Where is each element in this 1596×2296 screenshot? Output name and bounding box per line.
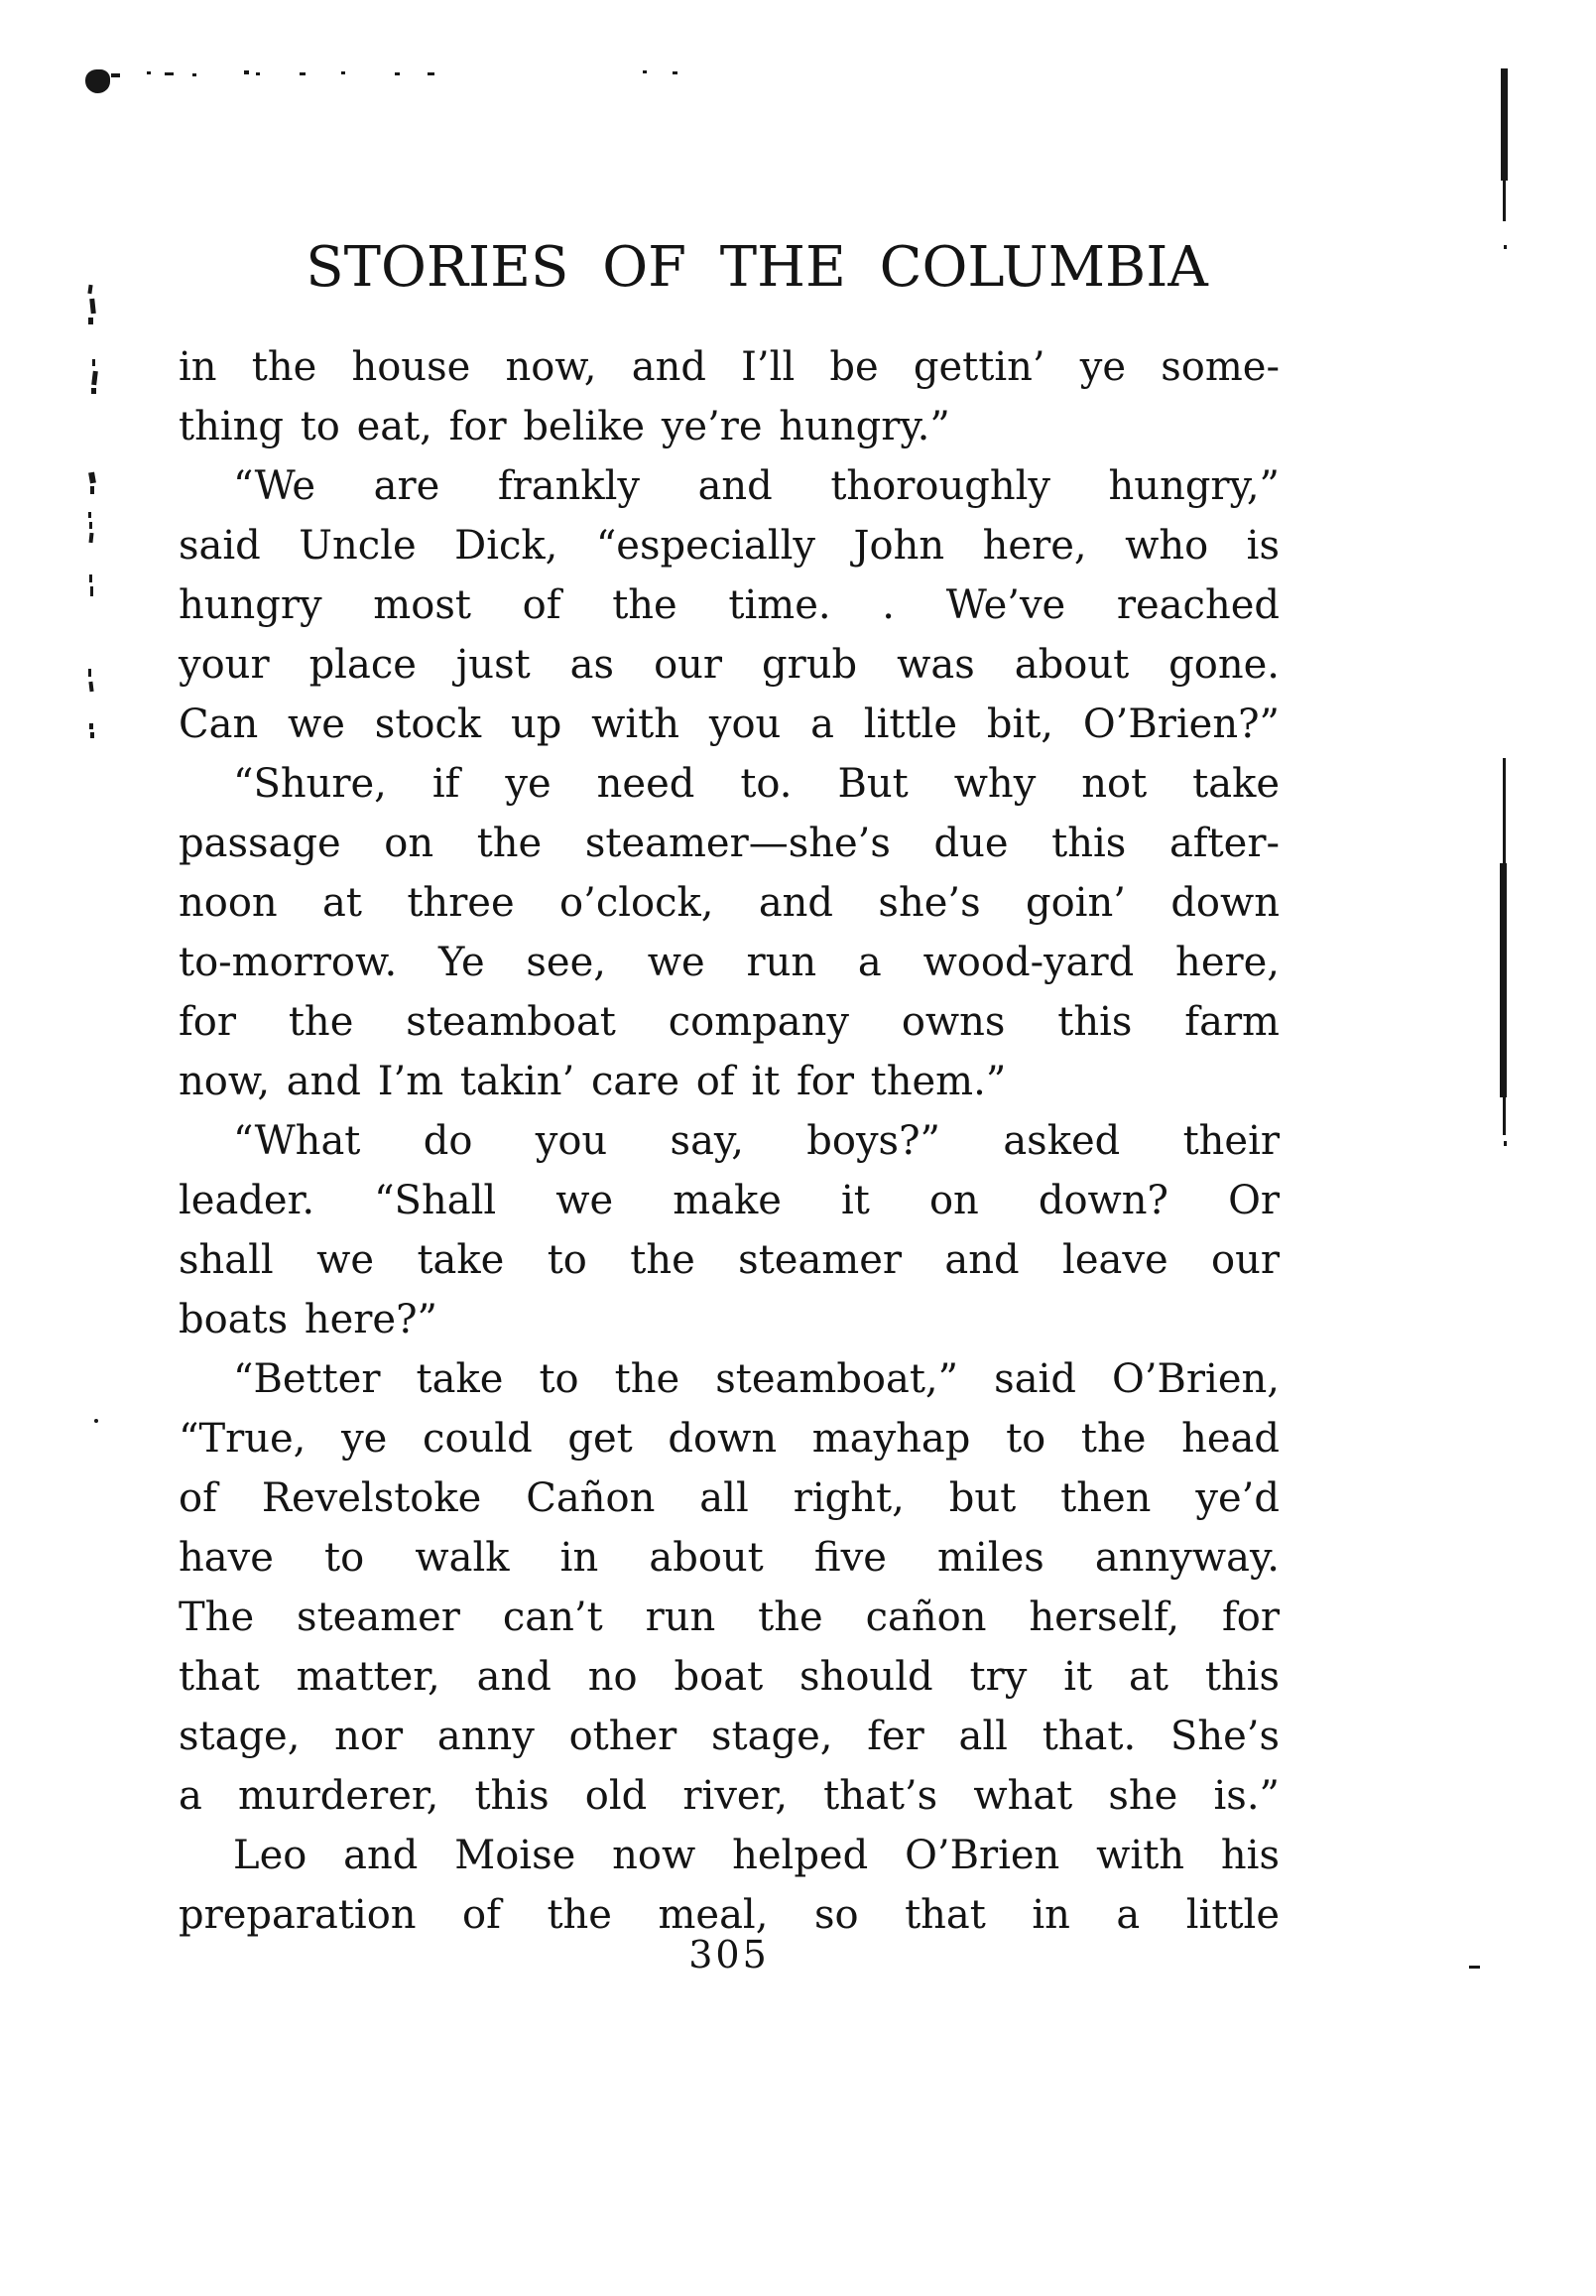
scan-margin-mark — [92, 359, 95, 366]
text-line: thing to eat, for belike ye’re hungry.” — [179, 404, 950, 449]
scan-blob — [85, 69, 110, 93]
text-line: a murderer, this old river, that’s what she is.” — [179, 1773, 1280, 1819]
scan-edge-line — [1501, 68, 1508, 181]
scan-speck — [428, 72, 434, 75]
text-line: that matter, and no boat should try it at this — [179, 1654, 1280, 1700]
scan-speck — [643, 70, 647, 73]
text-line: “True, ye could get down mayhap to the head — [179, 1416, 1280, 1462]
scan-margin-mark — [89, 299, 96, 314]
scan-speck — [244, 70, 249, 74]
scan-dash — [1469, 1966, 1480, 1969]
text-line: Can we stock up with you a little bit, O’Brien?” — [179, 702, 1280, 747]
text-line: “Better take to the steamboat,” said O’Brien, — [233, 1356, 1280, 1402]
scan-margin-mark — [87, 285, 92, 294]
text-column — [179, 233, 1280, 1977]
scan-margin-mark — [89, 574, 92, 582]
text-line: to-morrow. Ye see, we run a wood-yard here, — [179, 940, 1280, 985]
scan-margin-mark — [90, 732, 94, 738]
text-line: “Shure, if ye need to. But why not take — [233, 761, 1280, 807]
text-line: stage, nor anny other stage, fer all that. She’s — [179, 1714, 1280, 1759]
text-line: preparation of the meal, so that in a little — [179, 1892, 1280, 1938]
scan-speck — [395, 72, 400, 75]
text-line: of Revelstoke Cañon all right, but then ye’d — [179, 1475, 1280, 1521]
text-line: hungry most of the time. . We’ve reached — [179, 582, 1280, 628]
text-line: Leo and Moise now helped O’Brien with his — [233, 1833, 1280, 1878]
text-line: now, and I’m takin’ care of it for them.” — [179, 1059, 1007, 1104]
scan-margin-mark — [88, 472, 96, 484]
scan-margin-mark — [88, 318, 93, 324]
text-line: for the steamboat company owns this farm — [179, 999, 1280, 1045]
text-line: “What do you say, boys?” asked their — [233, 1118, 1280, 1164]
scan-margin-mark — [90, 486, 94, 494]
scan-margin-mark — [89, 522, 92, 529]
text-line: said Uncle Dick, “especially John here, who is — [179, 523, 1280, 569]
scan-speck — [673, 71, 677, 74]
text-line: leader. “Shall we make it on down? Or — [179, 1178, 1280, 1223]
text-line: your place just as our grub was about gone. — [179, 642, 1280, 688]
scan-margin-mark — [94, 1419, 98, 1423]
scan-margin-mark — [88, 512, 91, 518]
text-line: noon at three o’clock, and she’s goin’ down — [179, 880, 1280, 926]
scan-margin-mark — [89, 723, 93, 729]
running-header: STORIES OF THE COLUMBIA — [306, 235, 1208, 300]
text-line: The steamer can’t run the cañon herself, for — [179, 1594, 1280, 1640]
scan-speck — [165, 72, 174, 75]
scan-speck — [147, 71, 151, 74]
text-line: in the house now, and I’ll be gettin’ ye some- — [179, 344, 1280, 390]
page-number: 305 — [688, 1933, 770, 1977]
scan-edge-line — [1503, 758, 1506, 863]
body-text — [179, 337, 1280, 1945]
scan-edge-line — [1503, 1097, 1506, 1135]
scan-speck — [1504, 1141, 1507, 1146]
text-line: passage on the steamer—she’s due this after- — [179, 821, 1280, 866]
scan-speck — [111, 73, 120, 77]
scan-margin-mark — [91, 371, 98, 386]
scan-margin-mark — [88, 682, 93, 692]
scan-edge-line — [1500, 863, 1507, 1097]
scan-speck — [192, 73, 196, 76]
scan-edge-line — [1503, 181, 1506, 221]
scan-speck — [256, 72, 260, 75]
text-line: have to walk in about five miles annyway. — [179, 1535, 1280, 1581]
scan-speck — [1504, 245, 1507, 249]
scan-margin-mark — [88, 669, 91, 677]
text-line: shall we take to the steamer and leave our — [179, 1237, 1280, 1283]
text-line: boats here?” — [179, 1297, 437, 1342]
scan-speck — [300, 72, 306, 75]
text-line: “We are frankly and thoroughly hungry,” — [233, 463, 1280, 509]
scan-margin-mark — [88, 533, 93, 543]
scan-speck — [341, 71, 345, 74]
scan-margin-mark — [91, 388, 96, 394]
scan-margin-mark — [90, 586, 93, 596]
